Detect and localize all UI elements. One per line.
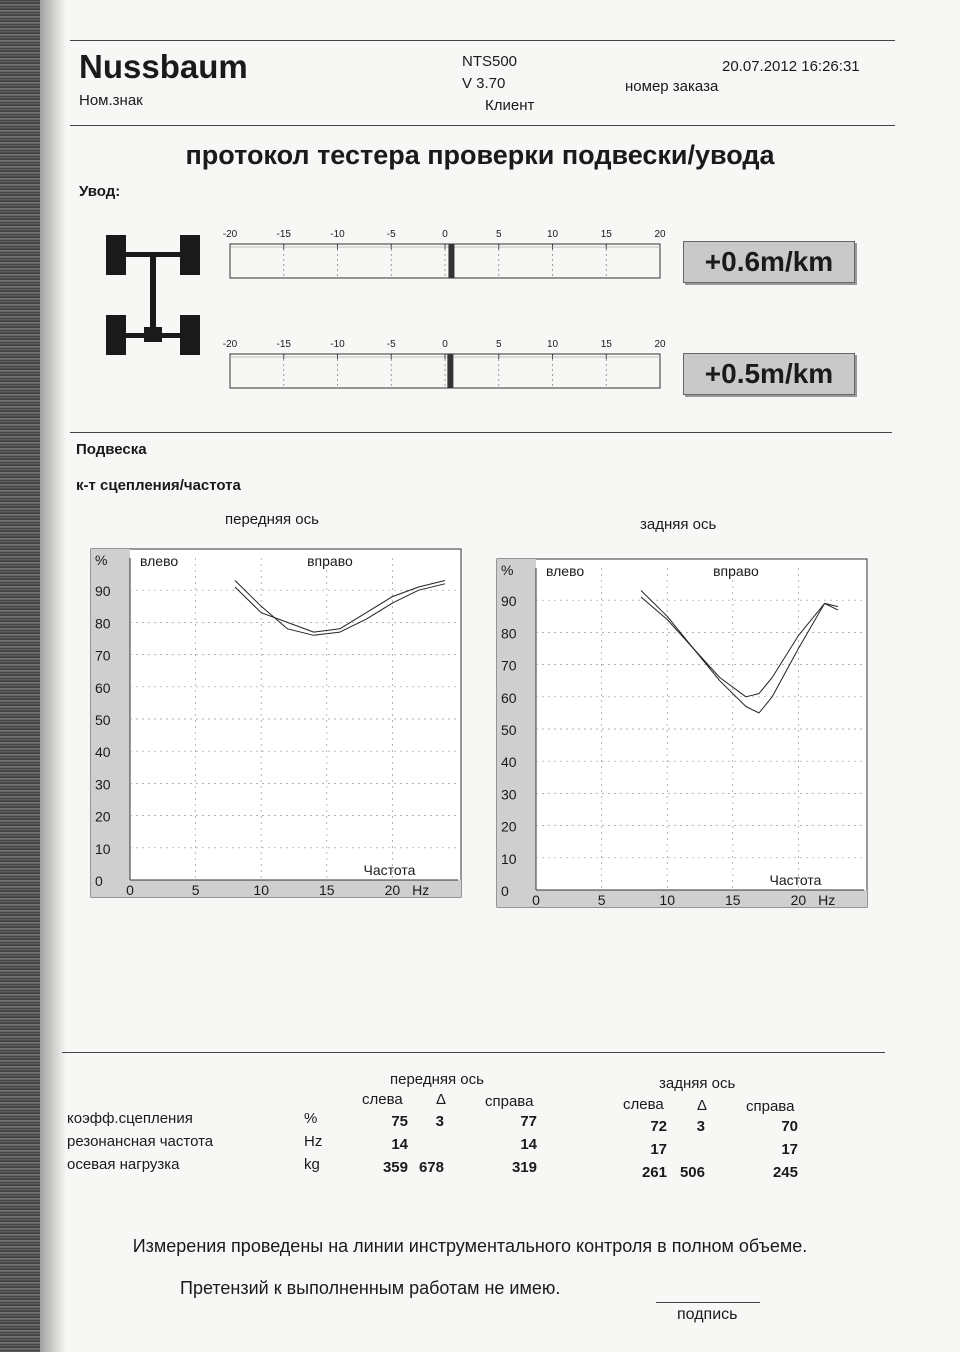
front-chart-y-tick-label: 60 — [95, 679, 111, 696]
rear-drift-value: +0.5m/km — [683, 353, 855, 395]
rear-drift-tick-label: -5 — [386, 339, 396, 350]
result-value-fd: 3 — [435, 1113, 444, 1130]
rear-drift-tick-label: -10 — [330, 339, 345, 350]
front-chart-y-tick-label: 20 — [95, 808, 111, 825]
suspension-label: Подвеска — [76, 441, 147, 458]
result-value-rr: 17 — [781, 1141, 798, 1158]
scan-edge — [0, 0, 40, 1352]
front-drift-tick-label: -15 — [276, 229, 291, 240]
result-value-fl: 14 — [391, 1136, 408, 1153]
page-title: протокол тестера проверки подвески/увода — [185, 140, 775, 170]
rear-axle-heading: задняя ось — [659, 1075, 736, 1092]
front-chart-y-tick-label: 0 — [95, 873, 103, 889]
front-chart-x-tick-label: 15 — [319, 882, 335, 898]
result-value-fr: 14 — [520, 1136, 537, 1153]
front-chart-y-tick-label: 30 — [95, 776, 111, 793]
rear-chart-y-tick-label: 0 — [501, 883, 509, 899]
rear-axle-chart — [496, 558, 870, 915]
header-top-rule — [70, 40, 895, 41]
result-value-rl: 261 — [641, 1164, 667, 1181]
front-drift-tick-label: 0 — [442, 229, 448, 240]
brand-logo: Nussbaum — [79, 48, 248, 85]
result-row-label: коэфф.сцепления — [67, 1110, 193, 1127]
result-value-fr: 77 — [520, 1113, 537, 1130]
front-chart-y-tick-label: 50 — [95, 712, 111, 728]
front-chart-x-tick-label: 5 — [191, 882, 200, 898]
rear-chart-y-tick-label: 50 — [501, 722, 517, 738]
result-row-label: резонансная частота — [67, 1133, 214, 1150]
front-col-delta: Δ — [436, 1091, 447, 1108]
rear-chart-x-axis-label: Частота — [769, 872, 822, 888]
front-chart-y-axis-label: % — [95, 552, 108, 568]
front-axle-heading: передняя ось — [390, 1071, 484, 1088]
rear-col-delta: Δ — [697, 1097, 708, 1114]
front-axle-chart — [90, 548, 464, 905]
rear-drift-tick-label: -15 — [276, 339, 291, 350]
result-value-rl: 17 — [650, 1141, 667, 1158]
front-drift-scale — [222, 228, 666, 290]
rear-chart-y-tick-label: 30 — [501, 786, 517, 803]
front-chart-x-tick-label: 0 — [126, 882, 134, 898]
result-row-unit: Hz — [304, 1133, 323, 1150]
front-chart-y-tick-label: 10 — [95, 840, 111, 857]
result-value-rd: 3 — [696, 1118, 705, 1135]
rear-drift-tick-label: -20 — [222, 339, 238, 350]
result-value-fl: 359 — [382, 1159, 408, 1176]
rear-chart-frame — [497, 559, 867, 907]
rear-col-left: слева — [623, 1096, 664, 1113]
rear-chart-x-tick-label: 15 — [725, 892, 741, 908]
device-model: NTS500 — [462, 53, 518, 70]
order-number-label: номер заказа — [625, 78, 719, 95]
result-value-rr: 245 — [772, 1164, 798, 1181]
rear-col-right: справа — [746, 1098, 795, 1115]
result-value-fr: 319 — [511, 1159, 537, 1176]
front-chart-x-unit: Hz — [412, 882, 430, 898]
header-bottom-rule — [70, 125, 895, 126]
front-col-right: справа — [485, 1093, 534, 1110]
rear-chart-y-tick-label: 70 — [501, 657, 517, 674]
rear-drift-tick-label: 5 — [495, 339, 502, 350]
front-chart-y-tick-label: 70 — [95, 647, 111, 664]
front-chart-x-axis-label: Частота — [363, 862, 416, 878]
report-datetime: 20.07.2012 16:26:31 — [722, 58, 860, 75]
measurement-statement: Измерения проведены на линии инструментального контроля в полном объеме. — [132, 1236, 808, 1256]
client-label: Клиент — [485, 97, 535, 114]
rear-drift-marker — [447, 354, 453, 388]
rear-chart-x-tick-label: 5 — [597, 892, 606, 908]
result-row-label: осевая нагрузка — [67, 1156, 180, 1173]
rear-drift-tick-label: 15 — [600, 339, 612, 350]
front-chart-y-tick-label: 80 — [95, 615, 111, 632]
scan-shadow — [40, 0, 66, 1352]
no-claims-statement: Претензий к выполненным работам не имею. — [180, 1278, 561, 1298]
rear-chart-y-tick-label: 10 — [501, 850, 517, 867]
front-drift-tick-label: 5 — [495, 229, 502, 240]
rear-drift-tick-label: 10 — [546, 339, 559, 350]
rear-drift-scale — [222, 338, 666, 400]
result-row-unit: kg — [304, 1156, 320, 1173]
rear-drift-tick-label: 0 — [442, 339, 448, 350]
rear-chart-y-tick-label: 40 — [501, 754, 517, 771]
rear-chart-left-label: влево — [546, 563, 585, 579]
signature-label: подпись — [677, 1306, 738, 1323]
result-value-fl: 75 — [391, 1113, 408, 1130]
suspension-subtitle: к-т сцепления/частота — [76, 477, 241, 494]
rear-chart-y-tick-label: 80 — [501, 625, 517, 642]
front-drift-tick-label: 20 — [654, 229, 666, 240]
front-chart-y-tick-label: 40 — [95, 744, 111, 761]
front-chart-x-tick-label: 10 — [253, 882, 269, 898]
front-chart-frame — [91, 549, 461, 897]
front-col-left: слева — [362, 1091, 403, 1108]
plate-label: Ном.знак — [79, 92, 143, 109]
rear-chart-x-tick-label: 20 — [790, 892, 807, 908]
front-drift-tick-label: -5 — [386, 229, 396, 240]
front-chart-left-label: влево — [140, 553, 179, 569]
drift-label: Увод: — [79, 183, 121, 200]
front-drift-tick-label: -20 — [222, 229, 238, 240]
front-chart-y-tick-label: 90 — [95, 583, 111, 600]
rear-chart-x-unit: Hz — [818, 892, 836, 908]
front-drift-tick-label: -10 — [330, 229, 345, 240]
front-chart-x-strip — [91, 880, 461, 897]
axle-diagram-icon — [104, 230, 204, 365]
result-value-rd: 506 — [679, 1164, 705, 1181]
front-chart-title: передняя ось — [225, 511, 319, 528]
front-drift-tick-label: 10 — [546, 229, 559, 240]
rear-chart-x-tick-label: 10 — [659, 892, 675, 908]
rear-chart-x-tick-label: 0 — [532, 892, 540, 908]
rear-chart-right-label: вправо — [713, 563, 759, 579]
result-value-rr: 70 — [781, 1118, 798, 1135]
result-value-fd: 678 — [418, 1159, 444, 1176]
front-drift-marker — [448, 244, 454, 278]
rear-chart-y-axis-label: % — [501, 562, 514, 578]
front-chart-x-tick-label: 20 — [384, 882, 401, 898]
rear-chart-y-tick-label: 90 — [501, 593, 517, 610]
front-chart-right-label: вправо — [307, 553, 353, 569]
rear-chart-title: задняя ось — [640, 516, 717, 533]
rear-chart-y-tick-label: 60 — [501, 689, 517, 706]
result-value-rl: 72 — [650, 1118, 667, 1135]
drift-bottom-rule — [70, 432, 892, 433]
device-version: V 3.70 — [462, 75, 506, 92]
rear-chart-x-strip — [497, 890, 867, 907]
rear-chart-y-tick-label: 20 — [501, 818, 517, 835]
signature-line — [656, 1302, 760, 1303]
result-row-unit: % — [304, 1110, 318, 1127]
results-top-rule — [62, 1052, 885, 1053]
rear-drift-tick-label: 20 — [654, 339, 666, 350]
front-drift-value: +0.6m/km — [683, 241, 855, 283]
front-drift-tick-label: 15 — [600, 229, 612, 240]
